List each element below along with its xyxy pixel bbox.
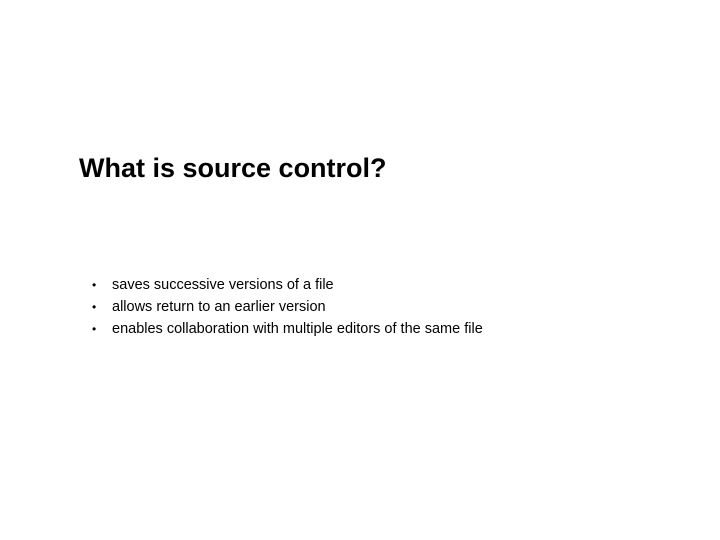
bullet-icon: • (92, 300, 97, 314)
bullet-list (92, 274, 483, 340)
bullet-icon: • (92, 278, 97, 292)
bullet-item (92, 296, 483, 318)
bullet-icon: • (92, 322, 97, 336)
bullet-text: saves successive versions of a file (112, 277, 334, 293)
slide-title: What is source control? (79, 153, 387, 183)
bullet-item (92, 318, 483, 340)
bullet-text: allows return to an earlier version (112, 299, 326, 315)
bullet-text: enables collaboration with multiple editors of the same file (112, 321, 483, 337)
bullet-item (92, 274, 483, 296)
